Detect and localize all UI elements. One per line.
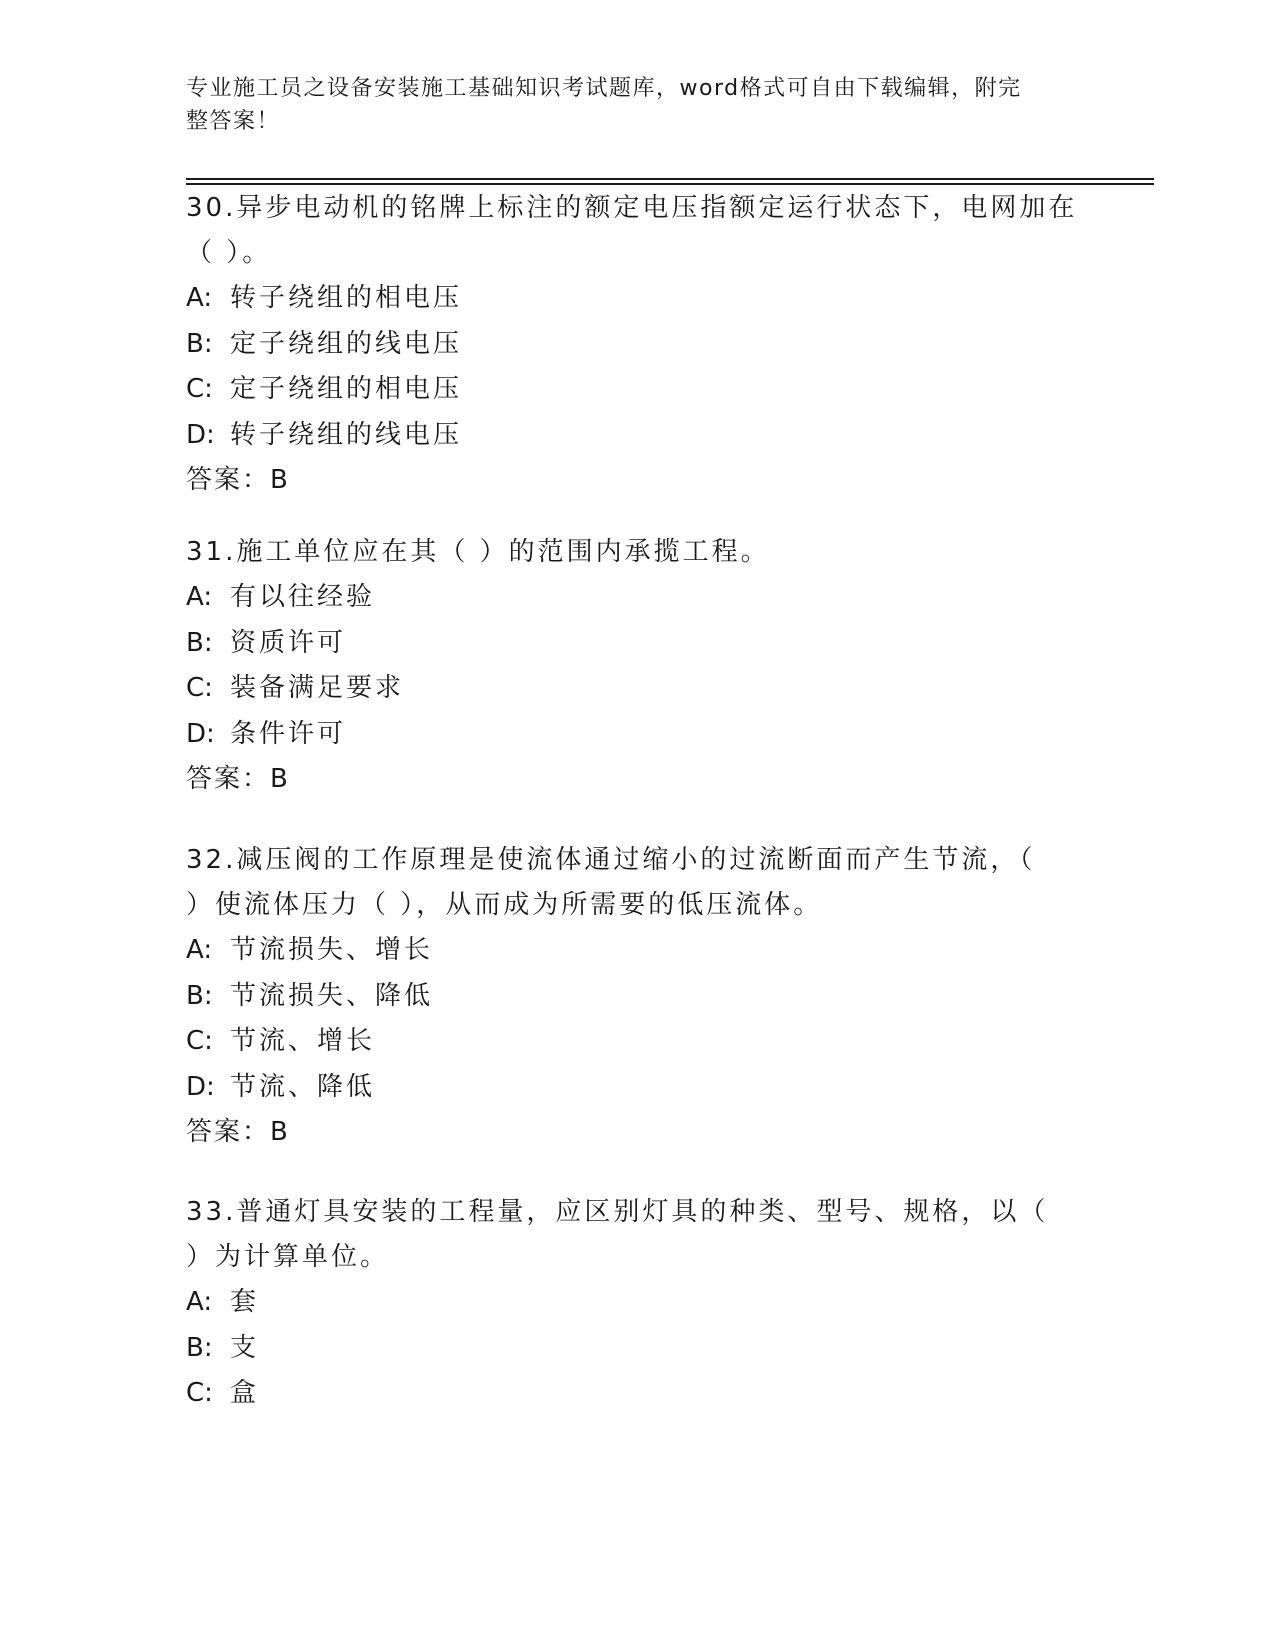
option-d xyxy=(186,413,1086,459)
option-c xyxy=(186,367,1086,413)
option-letter: D: xyxy=(186,419,215,450)
option-text: 定子绕组的相电压 xyxy=(230,374,463,404)
question-33 xyxy=(186,1190,1086,1417)
option-letter: B: xyxy=(186,980,213,1011)
option-text: 有以往经验 xyxy=(230,582,376,612)
option-letter: C: xyxy=(186,1026,213,1056)
question-31 xyxy=(186,530,1086,802)
option-a xyxy=(186,928,1086,974)
option-a xyxy=(186,575,1086,621)
question-stem-line-1: 32.减压阀的工作原理是使流体通过缩小的过流断面而产生节流，（ xyxy=(186,845,1036,875)
option-b xyxy=(186,322,1086,368)
option-letter: A: xyxy=(186,283,213,313)
question-30 xyxy=(186,186,1086,503)
header-divider-bottom xyxy=(186,183,1154,185)
option-text: 套 xyxy=(230,1287,260,1317)
option-text: 节流损失、增长 xyxy=(230,935,434,965)
option-letter: A: xyxy=(186,582,213,612)
option-text: 资质许可 xyxy=(230,627,347,658)
option-text: 节流损失、降低 xyxy=(230,980,434,1011)
option-text: 装备满足要求 xyxy=(230,673,405,703)
option-a xyxy=(186,276,1086,322)
document-header xyxy=(186,72,1066,138)
option-letter: C: xyxy=(186,374,213,404)
option-b xyxy=(186,621,1086,667)
answer-line: 答案：B xyxy=(186,764,290,794)
option-letter: B: xyxy=(186,328,213,359)
option-b xyxy=(186,1326,1086,1372)
option-b xyxy=(186,974,1086,1020)
option-text: 节流、降低 xyxy=(230,1071,376,1102)
option-a xyxy=(186,1280,1086,1326)
option-c xyxy=(186,666,1086,712)
header-line-2: 整答案！ xyxy=(186,109,281,134)
option-text: 节流、增长 xyxy=(230,1026,376,1056)
question-stem-line-2: ）为计算单位。 xyxy=(186,1242,390,1272)
option-text: 定子绕组的线电压 xyxy=(230,328,463,359)
question-stem-line-2: （ ）。 xyxy=(186,238,272,268)
question-stem-line-1: 30.异步电动机的铭牌上标注的额定电压指额定运行状态下，电网加在 xyxy=(186,193,1078,223)
option-letter: A: xyxy=(186,1287,213,1317)
option-text: 支 xyxy=(230,1332,260,1363)
option-text: 转子绕组的相电压 xyxy=(230,283,463,313)
option-letter: B: xyxy=(186,1332,213,1363)
option-letter: C: xyxy=(186,1378,213,1408)
option-letter: D: xyxy=(186,718,215,749)
answer-line: 答案：B xyxy=(186,1117,290,1147)
question-stem-line-1: 31.施工单位应在其（ ）的范围内承揽工程。 xyxy=(186,537,770,567)
header-divider-top xyxy=(186,178,1154,180)
header-line-1: 专业施工员之设备安装施工基础知识考试题库，word格式可自由下载编辑，附完 xyxy=(186,76,1022,101)
option-letter: C: xyxy=(186,673,213,703)
question-32 xyxy=(186,838,1086,1155)
option-text: 盒 xyxy=(230,1378,260,1408)
option-d xyxy=(186,1065,1086,1111)
option-letter: A: xyxy=(186,935,213,965)
option-c xyxy=(186,1371,1086,1417)
option-text: 条件许可 xyxy=(230,718,347,749)
question-stem-line-1: 33.普通灯具安装的工程量，应区别灯具的种类、型号、规格，以（ xyxy=(186,1197,1049,1227)
option-c xyxy=(186,1019,1086,1065)
option-letter: B: xyxy=(186,627,213,658)
option-text: 转子绕组的线电压 xyxy=(230,419,463,450)
question-stem-line-2: ）使流体压力（ ），从而成为所需要的低压流体。 xyxy=(186,890,823,920)
option-letter: D: xyxy=(186,1071,215,1102)
option-d xyxy=(186,712,1086,758)
answer-line: 答案：B xyxy=(186,465,290,495)
